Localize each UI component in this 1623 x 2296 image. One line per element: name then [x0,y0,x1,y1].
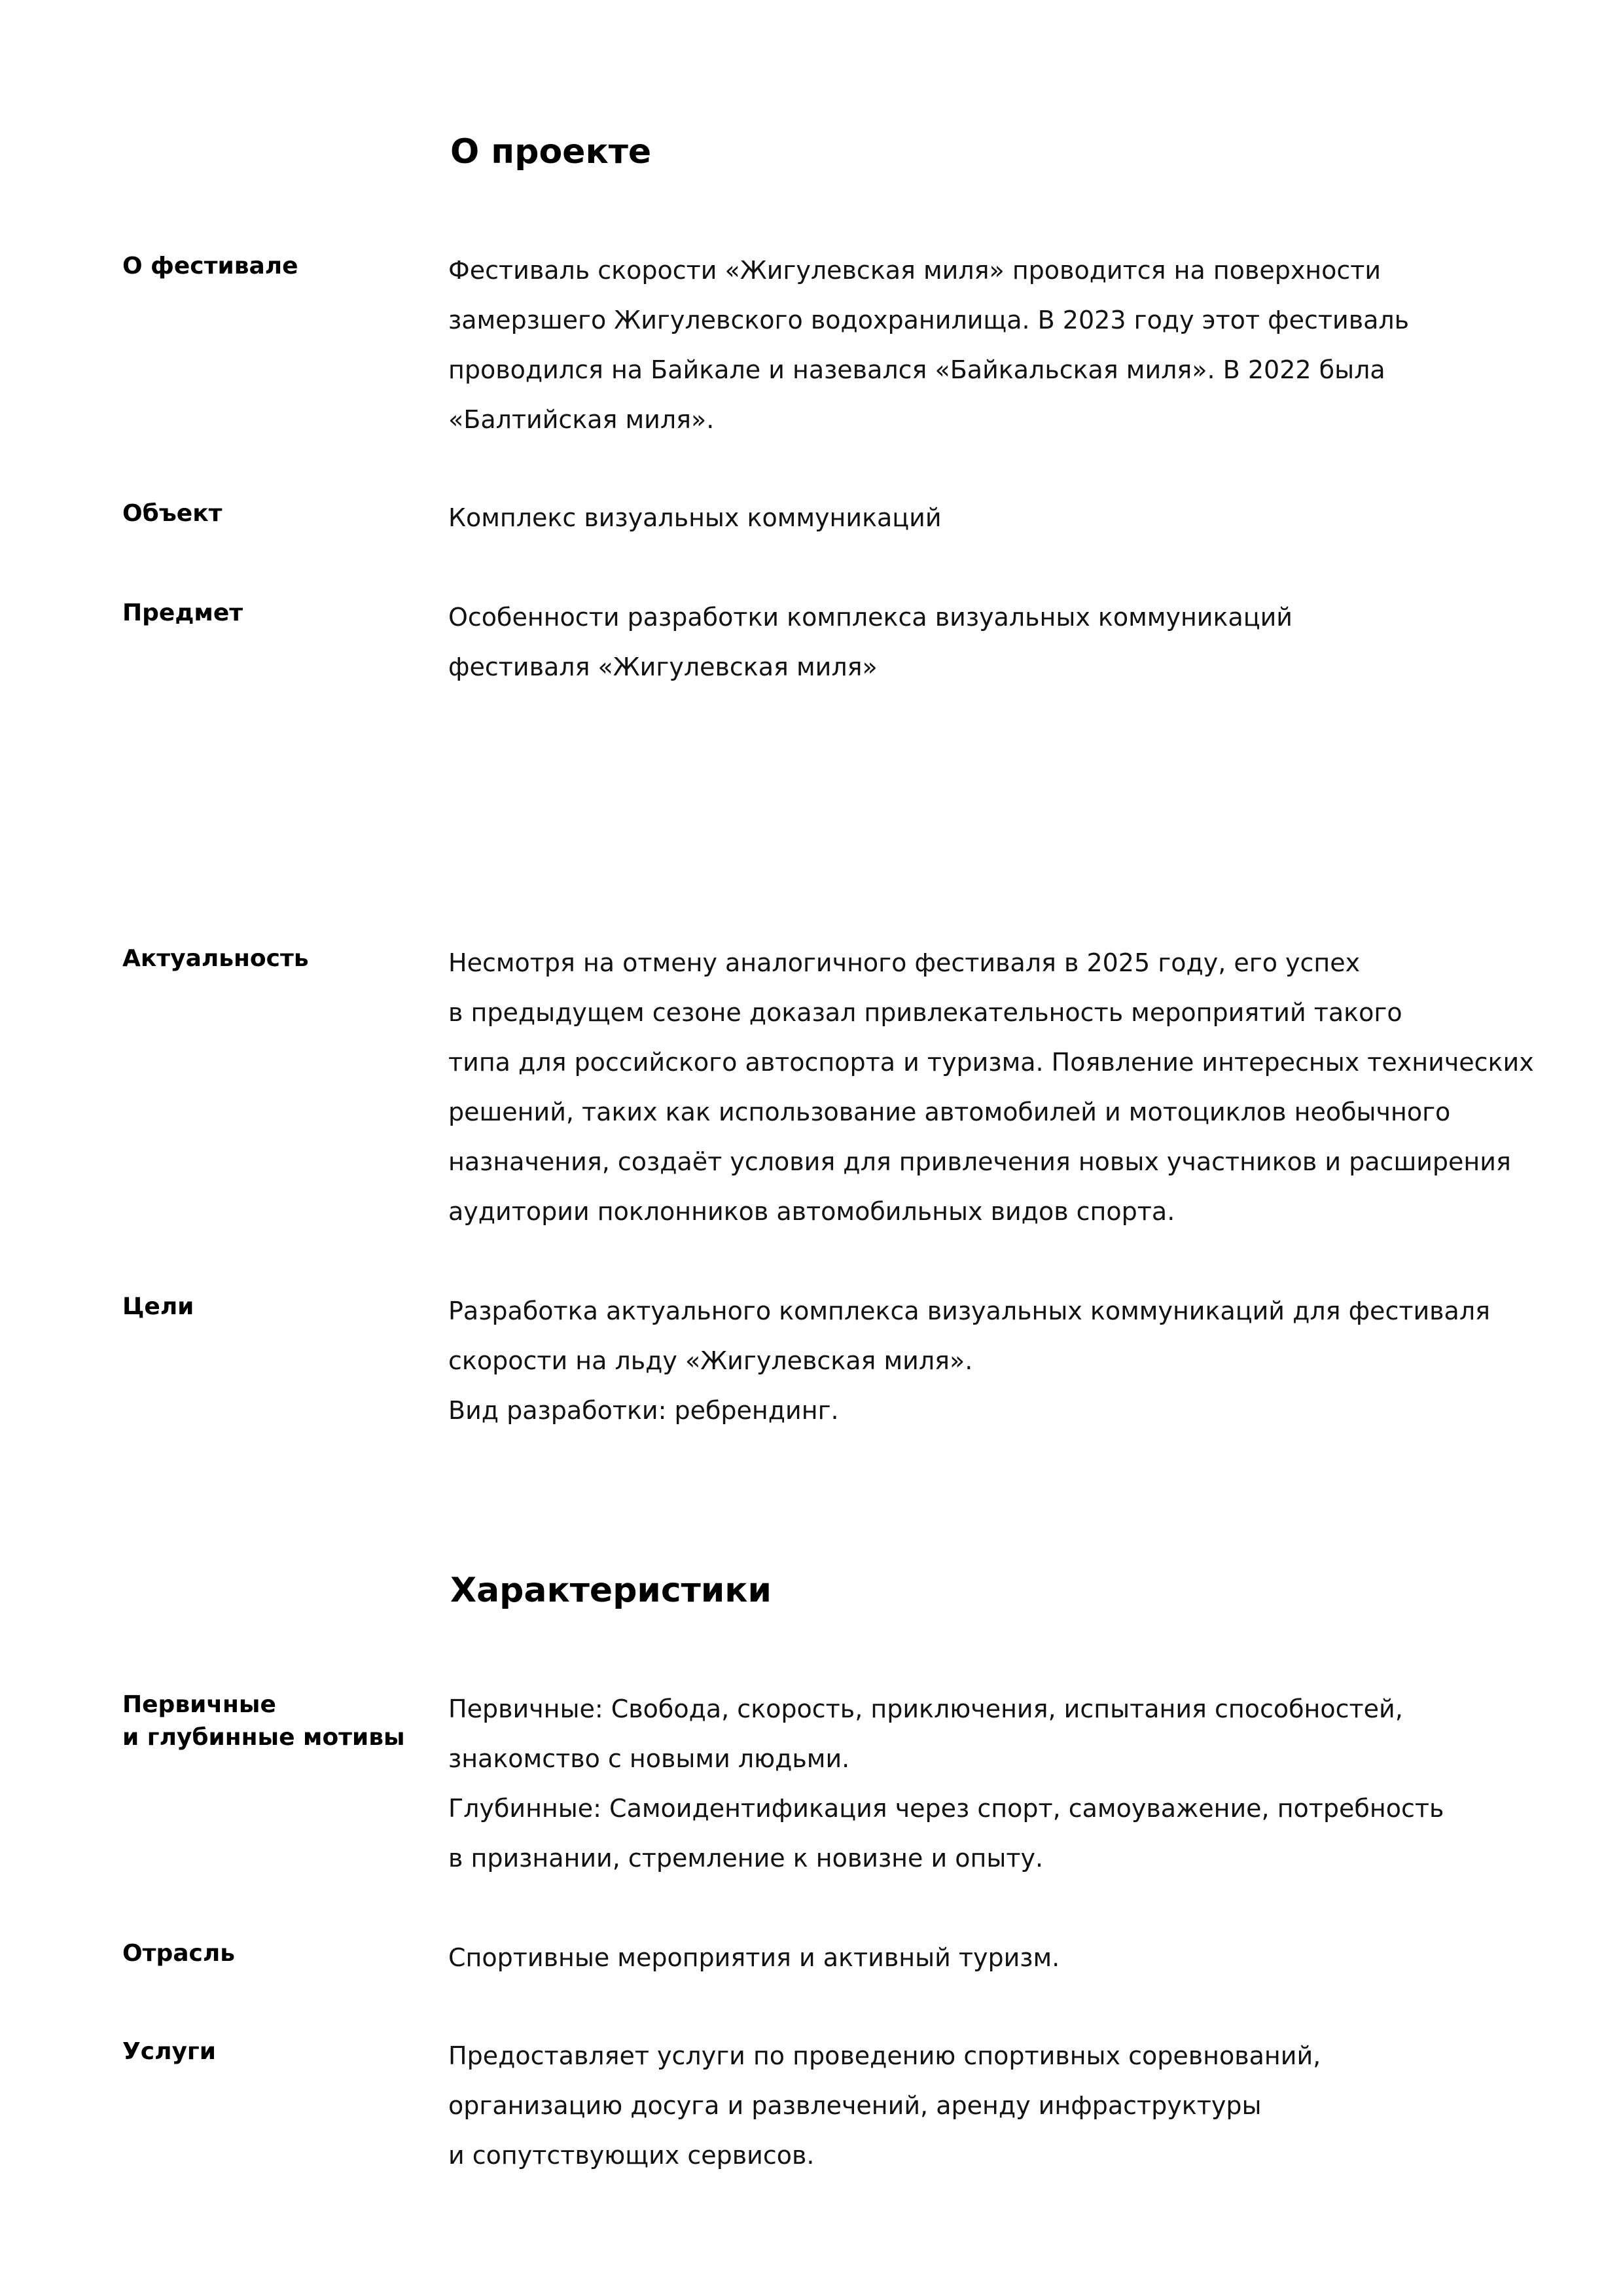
value-services [448,2031,1574,2180]
label-object: Объект [122,500,223,527]
text-line: назначения, создаёт условия для привлечения новых участников и расширения [448,1147,1511,1176]
text-line: аудитории поклонников автомобильных видов спорта. [448,1197,1175,1226]
value-goals [448,1286,1574,1435]
value-subject [448,592,1574,692]
text-line: Разработка актуального комплекса визуальных коммуникаций для фестиваля [448,1297,1490,1325]
value-relevance [448,938,1574,1236]
text-line: скорости на льду «Жигулевская миля». [448,1346,973,1375]
text-line: Особенности разработки комплекса визуальных коммуникаций [448,603,1293,632]
text-line: «Балтийская миля». [448,405,715,434]
value-motives [448,1684,1574,1883]
text-line: проводился на Байкале и назевался «Байкальская миля». В 2022 была [448,355,1385,384]
label-festival: О фестивале [122,253,298,279]
text-line: в предыдущем сезоне доказал привлекательность мероприятий такого [448,998,1402,1027]
value-festival [448,245,1574,444]
text-line: Вид разработки: ребрендинг. [448,1396,839,1425]
label-motives [122,1689,430,1754]
label-motives-line: Первичные [122,1691,276,1718]
text-line: Первичные: Свобода, скорость, приключения, испытания способностей, [448,1695,1403,1723]
text-line: Фестиваль скорости «Жигулевская миля» проводится на поверхности [448,256,1382,285]
text-line: типа для российского автоспорта и туризма. Появление интересных технических [448,1048,1534,1077]
label-industry: Отрасль [122,1940,236,1967]
text-line: Спортивные мероприятия и активный туризм. [448,1943,1060,1972]
label-services: Услуги [122,2038,216,2065]
text-line: знакомство с новыми людьми. [448,1744,850,1773]
section-title-about: О проекте [450,132,652,171]
text-line: организацию досуга и развлечений, аренду инфраструктуры [448,2091,1262,2120]
text-line: Несмотря на отмену аналогичного фестиваля в 2025 году, его успех [448,948,1361,977]
text-line: и сопутствующих сервисов. [448,2141,815,2170]
text-line: в признании, стремление к новизне и опыту. [448,1844,1044,1873]
label-relevance: Актуальность [122,945,309,972]
text-line: Предоставляет услуги по проведению спортивных соревнований, [448,2041,1321,2070]
text-line: замерзшего Жигулевского водохранилища. В 2023 году этот фестиваль [448,306,1410,334]
text-line: решений, таких как использование автомобилей и мотоциклов необычного [448,1098,1451,1126]
label-subject: Предмет [122,600,243,626]
text-line: фестиваля «Жигулевская миля» [448,653,878,681]
section-title-characteristics: Характеристики [450,1571,772,1610]
text-line: Глубинные: Самоидентификация через спорт, самоуважение, потребность [448,1794,1444,1823]
value-industry [448,1933,1574,1982]
label-motives-line: и глубинные мотивы [122,1724,405,1751]
value-object [448,493,1574,543]
text-line: Комплекс визуальных коммуникаций [448,503,942,532]
label-goals: Цели [122,1293,194,1320]
